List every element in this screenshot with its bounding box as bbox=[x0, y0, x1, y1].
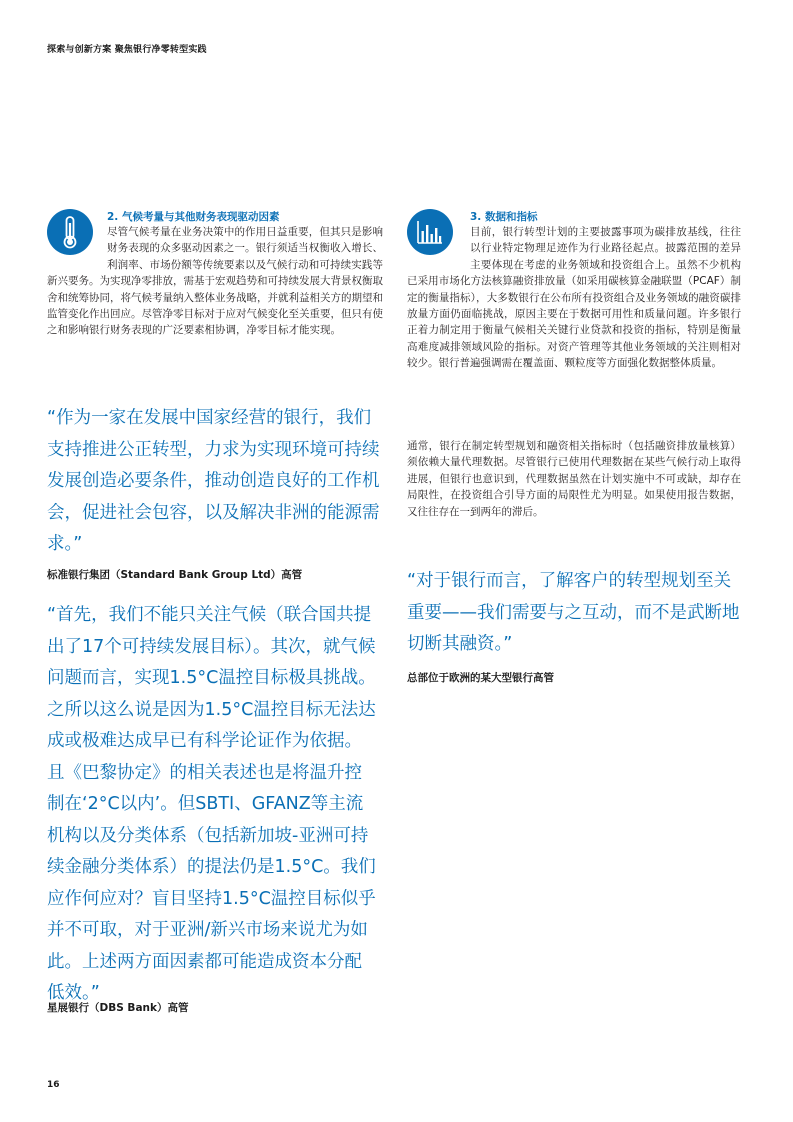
climate-drivers-paragraph bbox=[47, 224, 383, 339]
attribution-european-bank: 总部位于欧洲的某大型银行高管 bbox=[407, 672, 554, 684]
pull-quote-european-bank: “对于银行而言，了解客户的转型规划至关重要——我们需要与之互动，而不是武断地切断其融资。” bbox=[407, 571, 740, 654]
attribution-dbs: 星展银行（DBS Bank）高管 bbox=[47, 1002, 189, 1014]
running-header: 探索与创新方案 聚焦银行净零转型实践 bbox=[47, 45, 207, 55]
attribution-standard-bank: 标准银行集团（Standard Bank Group Ltd）高管 bbox=[47, 569, 303, 581]
climate-drivers-text: 尽管气候考量在业务决策中的作用日益重要，但其只是影响财务表现的众多驱动因素之一。银行须适当权衡收入增长、利润率、市场份额等传统要素以及气候行动和可持续实践等新兴要务。为实现净零排放，需基于宏观趋势和可持续发展大背景权衡取舍和统筹协同，将气候考量纳入整体业务战略，并就利益相关方的期望和监管变化作出回应。尽管净零目标对于应对气候变化至关重要，但只有使之和影响银行财务表现的广泛要素相协调，净零目标才能实现。 bbox=[47, 226, 383, 337]
page-number: 16 bbox=[47, 1080, 60, 1090]
icon-spacer bbox=[407, 224, 470, 272]
data-metrics-paragraph-1 bbox=[407, 224, 741, 372]
section-title-data-metrics: 3. 数据和指标 bbox=[470, 211, 538, 223]
data-metrics-text-1: 目前，银行转型计划的主要披露事项为碳排放基线，往往以行业特定物理足迹作为行业路径起点。披露范围的差异主要体现在考虑的业务领域和投资组合上。虽然不少机构已采用市场化方法核算融资排放量（如采用碳核算金融联盟（PCAF）制定的衡量指标），大多数银行在公布所有投资组合及业务领域的融资碳排放量方面仍面临挑战，原因主要在于数据可用性和质量问题。许多银行正着力制定用于衡量气候相关关键行业贷款和投资的指标，特别是衡量高难度减排领域风险的指标。对资产管理等其他业务领域的关注则相对较少。银行普遍强调需在覆盖面、颗粒度等方面强化数据整体质量。 bbox=[407, 226, 741, 370]
section-title-climate-drivers: 2. 气候考量与其他财务表现驱动因素 bbox=[107, 211, 280, 223]
icon-spacer bbox=[47, 224, 107, 272]
data-metrics-paragraph-2: 通常，银行在制定转型规划和融资相关指标时（包括融资排放量核算）须依赖大量代理数据。尽管银行已使用代理数据在某些气候行动上取得进展，但银行也意识到，代理数据虽然在计划实施中不可或缺，却存在局限性，在投资组合引导方面的局限性尤为明显。如果使用报告数据，又往往存在一到两年的滞后。 bbox=[407, 440, 741, 518]
pull-quote-dbs: “首先，我们不能只关注气候（联合国共提出了17个可持续发展目标）。其次，就气候问题而言，实现1.5°C温控目标极具挑战。之所以这么说是因为1.5°C温控目标无法达成或极难达成早已有科学论证作为依据。且《巴黎协定》的相关表述也是将温升控制在‘2°C以内’。但SBTI、GFANZ等主流机构以及分类体系（包括新加坡-亚洲可持续金融分类体系）的提法仍是1.5°C。我们应作何应对？盲目坚持1.5°C温控目标似乎并不可取，对于亚洲/新兴市场来说尤为如此。上述两方面因素都可能造成资本分配低效。” bbox=[47, 605, 376, 1003]
pull-quote-standard-bank: “作为一家在发展中国家经营的银行，我们支持推进公正转型，力求为实现环境可持续发展创造必要条件，推动创造良好的工作机会，促进社会包容，以及解决非洲的能源需求。” bbox=[47, 408, 380, 554]
